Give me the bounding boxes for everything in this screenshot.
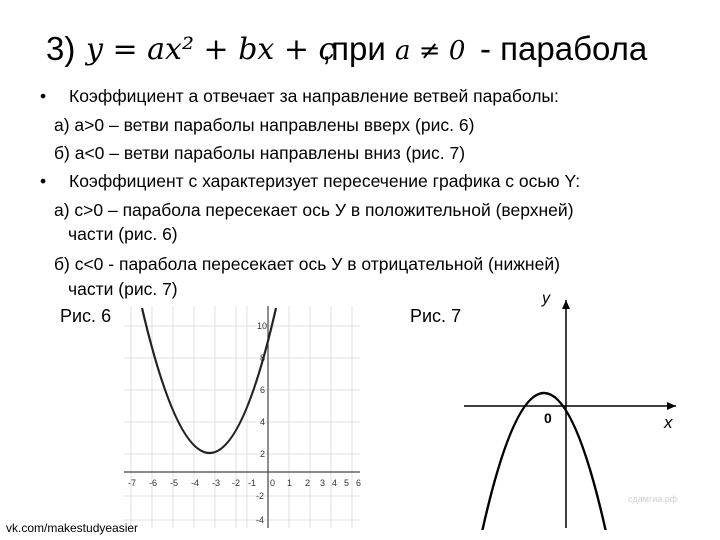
condition-formula: a ≠ 0 — [395, 36, 466, 66]
figure-7-caption: Рис. 7 — [410, 306, 462, 326]
x-tick-label: -7 — [128, 478, 137, 488]
x-tick-label: -1 — [248, 478, 257, 488]
x-tick-label: 2 — [305, 478, 311, 488]
figure-7-x-label: x — [664, 413, 673, 432]
x-tick-label: -6 — [149, 478, 158, 488]
bullet-text: части (рис. 6) — [68, 224, 178, 244]
bullet-text: б) a<0 – ветви параболы направлены вниз (рис. 7) — [54, 143, 466, 163]
y-tick-label: 4 — [260, 417, 266, 427]
faint-source-mark: сдамгиа.рф — [628, 494, 678, 504]
source-watermark: vk.com/makestudyeasier — [6, 521, 139, 535]
upward-parabola-curve — [142, 308, 276, 453]
x-tick-label: 4 — [332, 478, 338, 488]
bullet-text: а) a>0 – ветви параболы направлены вверх (рис. 6) — [54, 115, 475, 135]
quadratic-formula: y = ax² + bx + c — [86, 32, 336, 67]
y-tick-label: 10 — [257, 321, 268, 331]
bullet-text: Коэффициент c характеризует пересечение графика с осью Y: — [69, 171, 581, 191]
x-tick-label: 1 — [287, 478, 293, 488]
bullet-text: а) c>0 – парабола пересекает ось У в положительной (верхней) — [54, 200, 574, 220]
x-tick-label: -3 — [212, 478, 221, 488]
figure-7-y-label: y — [542, 290, 550, 307]
slide-number: 3) — [46, 30, 76, 67]
y-axis-arrow-icon — [562, 300, 570, 309]
figure-6-graph — [124, 306, 364, 532]
x-tick-label: 5 — [344, 478, 350, 488]
x-tick-label: -5 — [170, 478, 179, 488]
x-axis-arrow-icon — [667, 402, 676, 410]
y-tick-label: 8 — [260, 353, 266, 363]
y-tick-label: -4 — [256, 515, 265, 525]
y-tick-label: 2 — [260, 449, 266, 459]
condition-prefix: ,при — [322, 30, 386, 67]
x-tick-label: 0 — [270, 478, 276, 488]
title-suffix: - парабола — [480, 30, 648, 67]
figure-6-x-tick-labels — [128, 478, 361, 488]
bullet-text: б) c<0 - парабола пересекает ось У в отрицательной (нижней) — [54, 254, 560, 274]
x-tick-label: -4 — [191, 478, 200, 488]
y-tick-label: 6 — [260, 385, 266, 395]
x-tick-label: -2 — [232, 478, 241, 488]
bullet-text: части (рис. 7) — [68, 279, 178, 299]
bullet-marker: • — [40, 86, 47, 106]
x-tick-label: 6 — [356, 478, 362, 488]
bullet-text: Коэффициент a отвечает за направление ветвей параболы: — [69, 86, 559, 106]
bullet-marker: • — [40, 171, 47, 191]
figure-6-caption: Рис. 6 — [60, 306, 112, 326]
x-tick-label: 3 — [320, 478, 326, 488]
y-tick-label: -2 — [256, 491, 265, 501]
figure-7-origin-label: 0 — [544, 410, 552, 426]
